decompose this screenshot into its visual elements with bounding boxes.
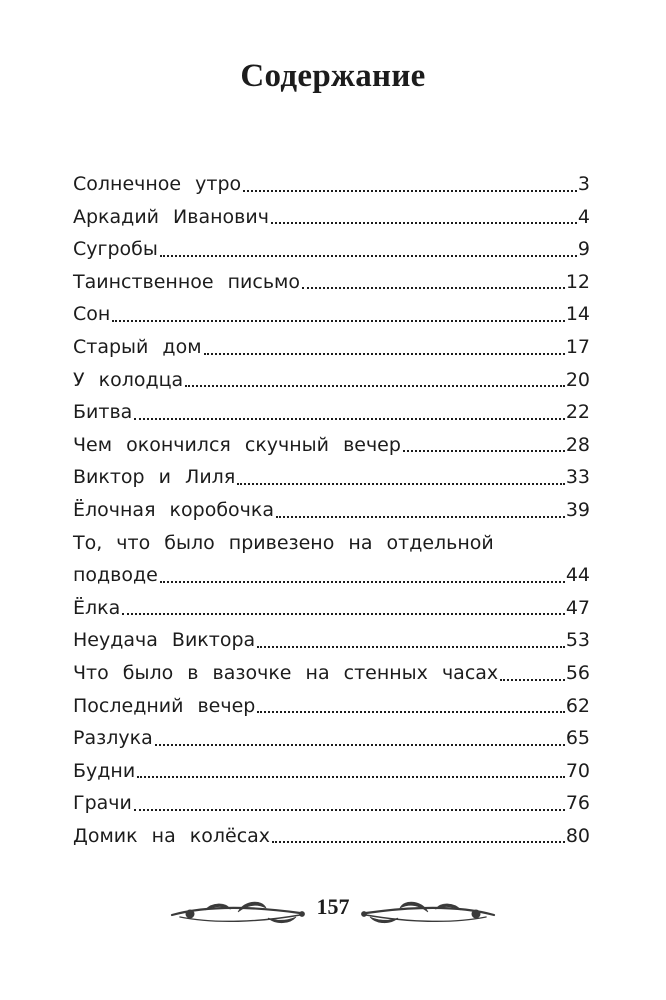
toc-entry-page: 12 (565, 270, 590, 293)
toc-entry-page: 62 (565, 694, 590, 717)
toc-entry-title: Таинственное письмо (73, 270, 300, 293)
dot-leader (243, 190, 577, 192)
toc-entry[interactable] (73, 755, 590, 788)
toc-entry[interactable] (73, 461, 590, 494)
toc-entry-title: У колодца (73, 368, 184, 391)
toc-entry[interactable] (73, 364, 590, 397)
toc-entry-page: 47 (565, 596, 590, 619)
toc-entry[interactable] (73, 429, 590, 462)
toc-entry-title: Солнечное утро (73, 173, 242, 195)
toc-entry-page: 22 (565, 401, 590, 424)
toc-entry[interactable] (73, 787, 590, 820)
toc-entry[interactable] (73, 820, 590, 853)
toc-entry-page: 20 (565, 368, 590, 391)
toc-entry-page: 14 (565, 303, 590, 326)
toc-entry[interactable] (73, 690, 590, 723)
dot-leader (155, 744, 565, 746)
toc-entry-title: Виктор и Лиля (73, 466, 236, 489)
toc-entry[interactable] (73, 168, 590, 201)
toc-entry[interactable] (73, 233, 590, 266)
page-title: Содержание (240, 58, 426, 94)
dot-leader (257, 646, 565, 648)
toc-entry-title: Чем окончился скучный вечер (73, 433, 401, 456)
toc-entry-page: 17 (565, 335, 590, 358)
toc-entry-title: Ёлка (73, 596, 121, 619)
dot-leader (122, 613, 565, 615)
dot-leader (137, 776, 565, 778)
toc-entry[interactable] (73, 592, 590, 625)
dot-leader (112, 320, 564, 322)
toc-entry[interactable] (73, 527, 590, 592)
toc-entry[interactable] (73, 494, 590, 527)
toc-entry[interactable] (73, 266, 590, 299)
toc-entry-title: Сугробы (73, 238, 158, 261)
dot-leader (160, 255, 577, 257)
toc-entry[interactable] (73, 722, 590, 755)
dot-leader (403, 450, 565, 452)
toc-entry-page: 65 (565, 727, 590, 750)
toc-entry-page: 33 (565, 466, 590, 489)
dot-leader (276, 516, 565, 518)
toc-entry-page: 44 (565, 564, 590, 587)
dot-leader (134, 418, 565, 420)
toc-entry-title: Домик на колёсах (73, 824, 271, 847)
toc-entry-page: 80 (565, 824, 590, 847)
page-number: 157 (316, 894, 350, 919)
dot-leader (302, 287, 565, 289)
toc-entry-page: 53 (565, 629, 590, 652)
toc-entry-page: 39 (565, 498, 590, 521)
toc-entry-page: 70 (565, 759, 590, 782)
toc-entry-title: Старый дом (73, 335, 202, 358)
toc-entry[interactable] (73, 201, 590, 234)
toc-entry-title: Будни (73, 759, 136, 782)
toc-entry[interactable] (73, 624, 590, 657)
toc-entry[interactable] (73, 298, 590, 331)
toc-entry-title: Битва (73, 401, 133, 424)
dot-leader (204, 353, 565, 355)
dot-leader (185, 385, 565, 387)
dot-leader (500, 679, 565, 681)
toc-entry-title: Неудача Виктора (73, 629, 256, 652)
toc-entry-title: подводе (73, 564, 158, 587)
dot-leader (271, 222, 577, 224)
toc-entry-title: Что было в вазочке на стенных часах (73, 661, 499, 684)
dot-leader (272, 841, 565, 843)
toc-entry-line2 (73, 559, 590, 592)
toc-entry[interactable] (73, 396, 590, 429)
dot-leader (160, 581, 565, 583)
toc-entry-page: 9 (577, 238, 590, 261)
dot-leader (134, 809, 565, 811)
toc-entry-page: 3 (577, 173, 590, 195)
toc-entry[interactable] (73, 331, 590, 364)
toc-entry-title: Ёлочная коробочка (73, 498, 275, 521)
dot-leader (257, 711, 564, 713)
toc-entry-title: Сон (73, 303, 111, 326)
toc-entry-page: 4 (577, 205, 590, 228)
toc-entry-title-line1: То, что было привезено на отдельной (73, 531, 494, 554)
toc-entry-page: 56 (565, 661, 590, 684)
toc-entry-title: Аркадий Иванович (73, 205, 269, 228)
table-of-contents (73, 168, 590, 852)
toc-entry[interactable] (73, 657, 590, 690)
toc-entry-title: Разлука (73, 727, 153, 750)
toc-entry-title: Последний вечер (73, 694, 256, 717)
dot-leader (237, 483, 565, 485)
toc-entry-title: Грачи (73, 792, 132, 815)
toc-entry-page: 76 (565, 792, 590, 815)
toc-entry-page: 28 (565, 433, 590, 456)
